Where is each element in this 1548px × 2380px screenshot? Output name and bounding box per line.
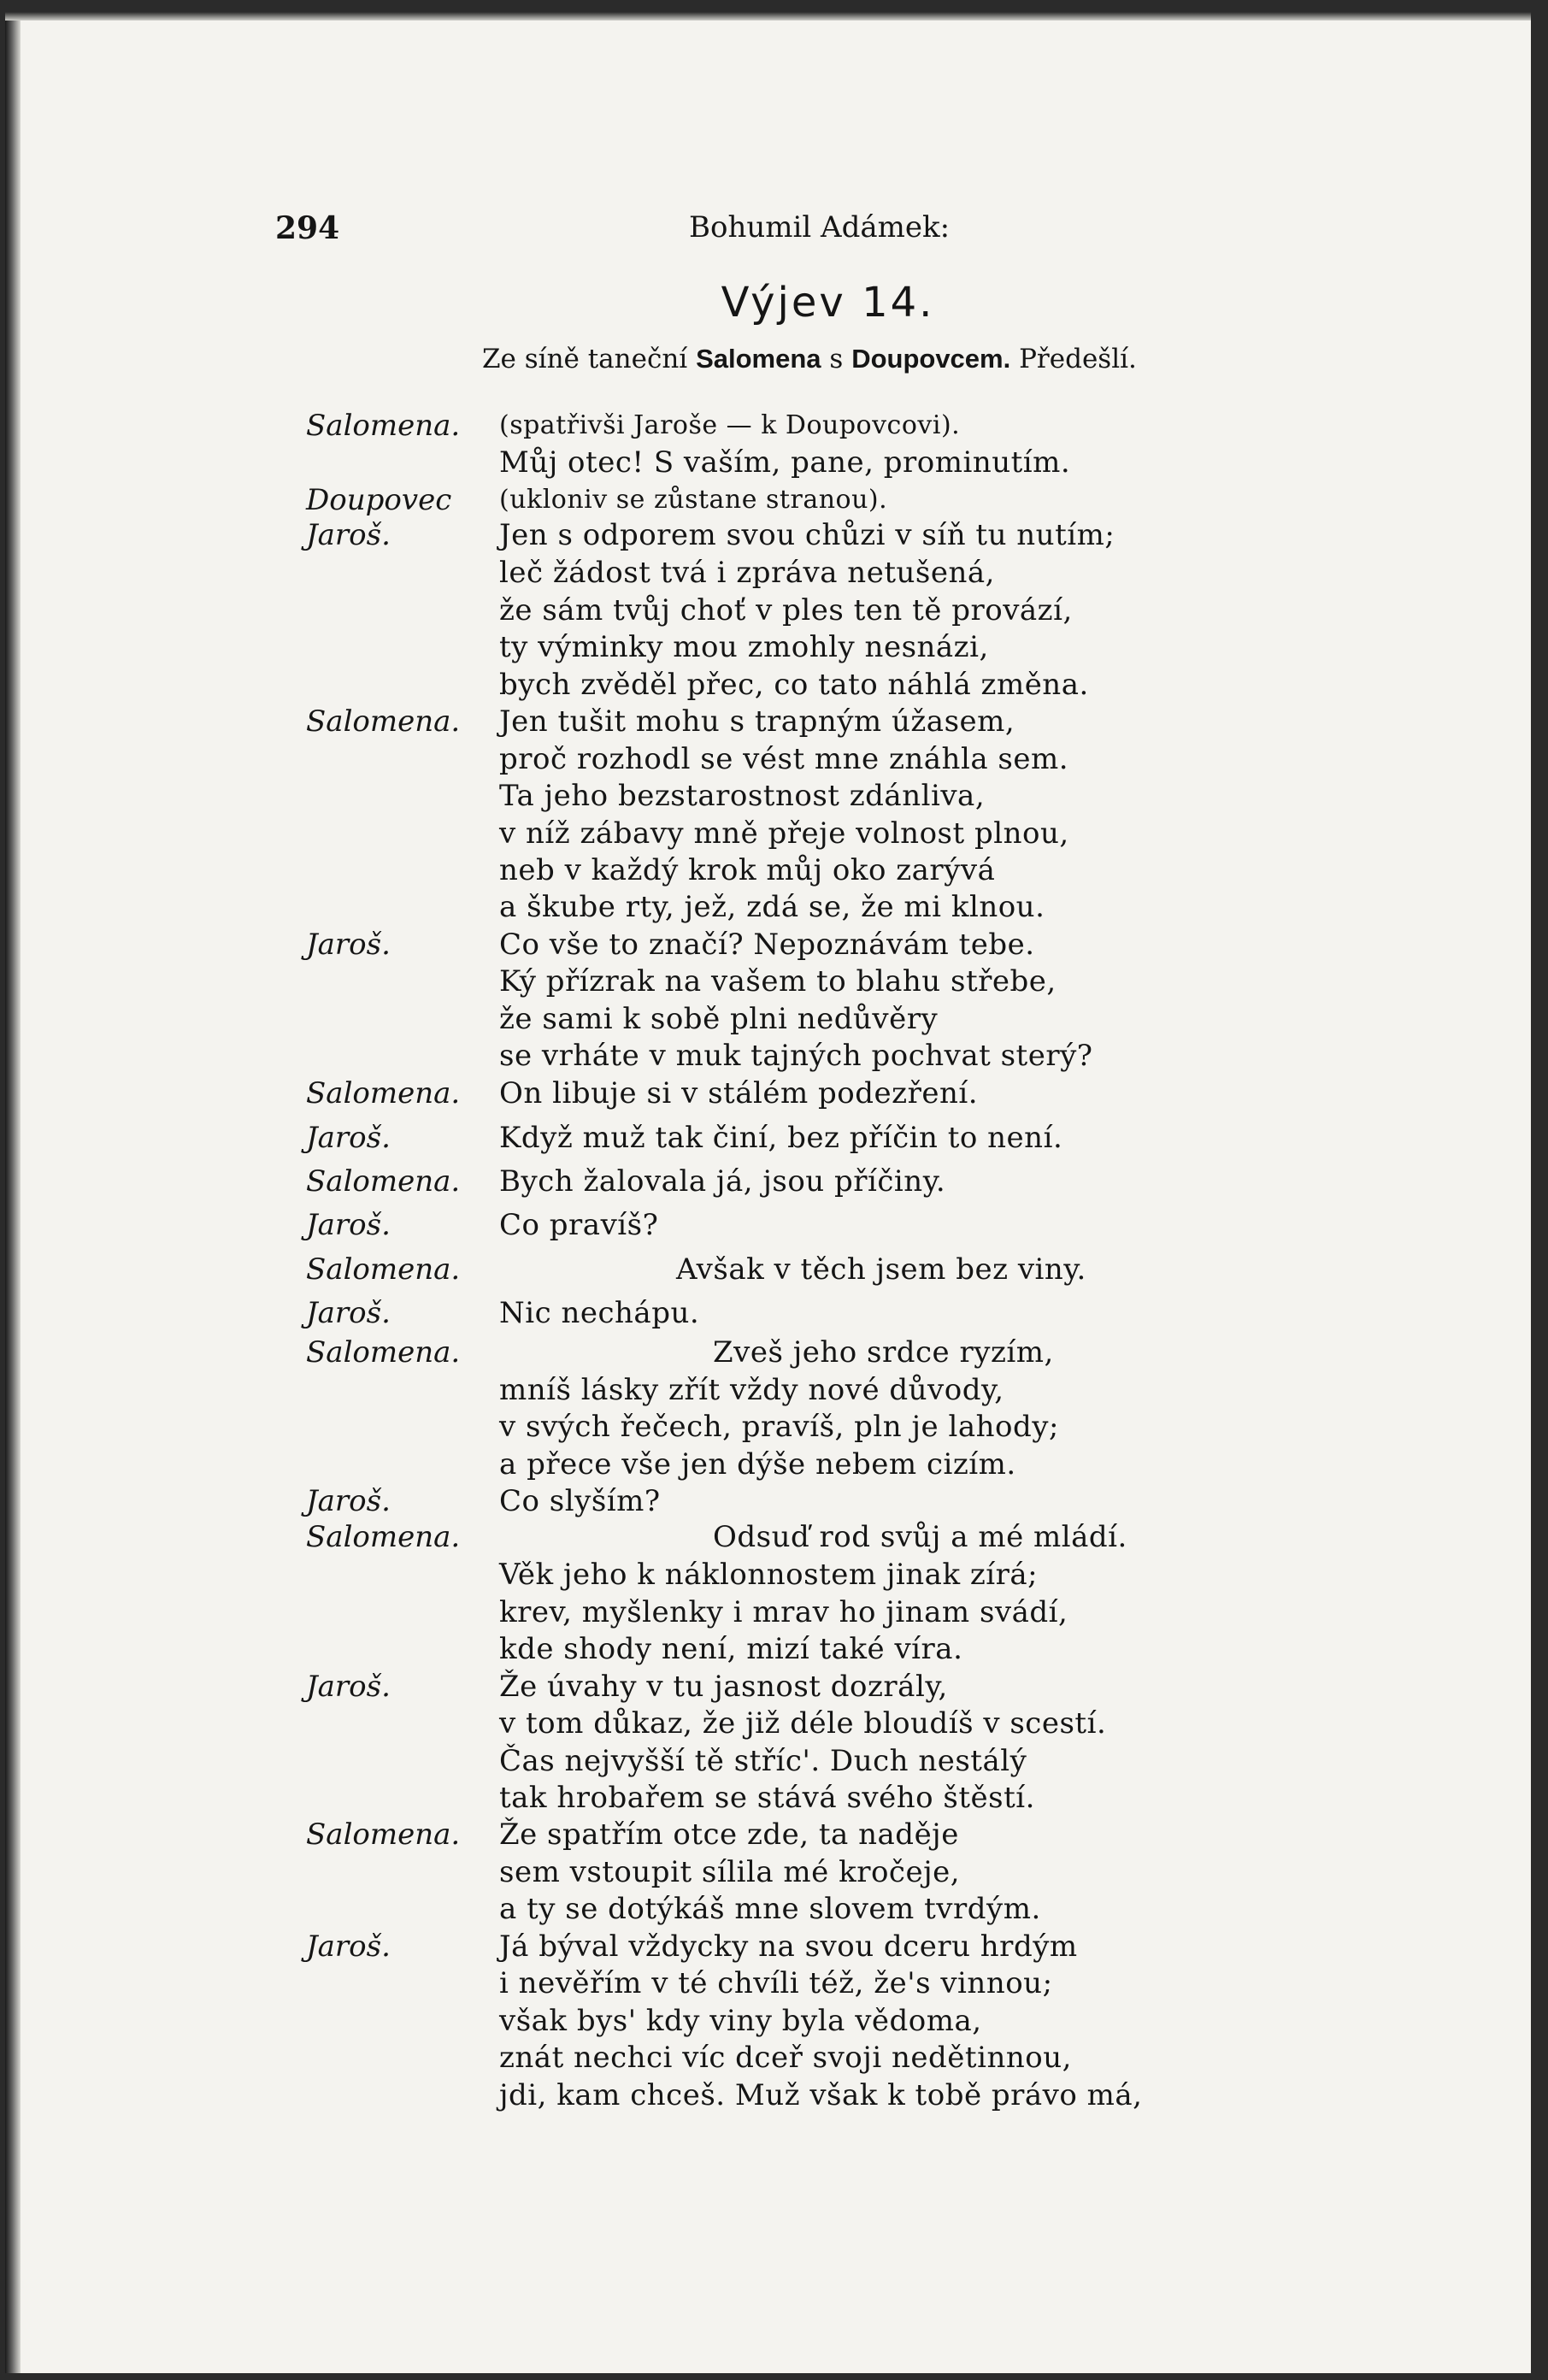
- dialogue-row: [5, 481, 1531, 519]
- speaker: Salomena.: [306, 1252, 461, 1287]
- dialogue-row: [5, 1890, 1531, 1928]
- dialogue-row: [5, 1000, 1531, 1038]
- verse-line: se vrháte v muk tajných pochvat sterý?: [499, 1039, 1093, 1073]
- direction-mid: s: [829, 344, 844, 374]
- speaker: Salomena.: [306, 1335, 461, 1370]
- verse-line: ty výminky mou zmohly nesnázi,: [499, 630, 989, 664]
- dialogue-row: [5, 851, 1531, 889]
- verse-line: Věk jeho k náklonnostem jinak zírá;: [499, 1558, 1039, 1592]
- dialogue-row: [5, 2039, 1531, 2077]
- direction-prefix: Ze síně taneční: [482, 344, 688, 374]
- verse-line: v tom důkaz, že již déle bloudíš v scestí.: [499, 1706, 1107, 1741]
- dialogue-row: [5, 740, 1531, 778]
- dialogue-row: [5, 1482, 1531, 1520]
- verse-line: tak hrobařem se stává svého štěstí.: [499, 1781, 1035, 1815]
- verse-line: Bych žalovala já, jsou příčiny.: [499, 1164, 946, 1199]
- dialogue-row: [5, 777, 1531, 815]
- verse-line: Čas nejvyšší tě stříc'. Duch nestálý: [499, 1744, 1027, 1778]
- speaker: Jaroš.: [306, 1208, 391, 1242]
- direction-name-salomena: Salomena: [696, 344, 821, 374]
- verse-line: sem vstoupit sílila mé kročeje,: [499, 1855, 961, 1889]
- dialogue-row: [5, 1779, 1531, 1817]
- dialogue-row: [5, 1251, 1531, 1288]
- verse-line: a přece vše jen dýše nebem cizím.: [499, 1447, 1016, 1482]
- direction-name-doupovec: Doupovcem.: [851, 344, 1011, 374]
- verse-line: Zveš jeho srdce ryzím,: [713, 1335, 1054, 1370]
- verse-line: Co slyším?: [499, 1484, 661, 1518]
- verse-line: i nevěřím v té chvíli též, že's vinnou;: [499, 1966, 1053, 2000]
- dialogue-row: [5, 815, 1531, 852]
- dialogue-row: [5, 1965, 1531, 2002]
- verse-line: Co pravíš?: [499, 1208, 659, 1242]
- dialogue-row: [5, 926, 1531, 963]
- verse-line: leč žádost tvá i zpráva netušená,: [499, 556, 995, 590]
- verse-line: Můj otec! S vaším, pane, prominutím.: [499, 445, 1071, 480]
- verse-line: jdi, kam chceš. Muž však k tobě právo má,: [499, 2078, 1143, 2112]
- scene-title: Výjev 14.: [721, 279, 935, 327]
- verse-line: Co vše to značí? Nepoznávám tebe.: [499, 928, 1035, 962]
- speaker: Jaroš.: [306, 1121, 391, 1155]
- dialogue-row: [5, 1742, 1531, 1780]
- dialogue-row: [5, 1163, 1531, 1200]
- dialogue-row: [5, 1294, 1531, 1332]
- dialogue-row: [5, 2077, 1531, 2114]
- dialogue-row: [5, 1630, 1531, 1668]
- verse-line: Jen s odporem svou chůzi v síň tu nutím;: [499, 518, 1115, 552]
- speaker: Salomena.: [306, 1817, 461, 1852]
- speaker: Jaroš.: [306, 1929, 391, 1964]
- verse-line: Že spatřím otce zde, ta naděje: [499, 1817, 959, 1852]
- dialogue-row: [5, 1928, 1531, 1965]
- speaker: Salomena.: [306, 1076, 461, 1110]
- speaker: Salomena.: [306, 1520, 461, 1554]
- dialogue-row: [5, 1446, 1531, 1483]
- verse-line: (ukloniv se zůstane stranou).: [499, 485, 888, 515]
- verse-line: že sám tvůj choť v ples ten tě provází,: [499, 593, 1073, 627]
- verse-line: však bys' kdy viny byla vědoma,: [499, 2004, 982, 2038]
- speaker: Salomena.: [306, 704, 461, 739]
- verse-line: Odsuď rod svůj a mé mládí.: [713, 1520, 1127, 1554]
- dialogue-row: [5, 516, 1531, 554]
- verse-line: a škube rty, jež, zdá se, že mi klnou.: [499, 890, 1045, 924]
- dialogue-row: [5, 444, 1531, 481]
- speaker: Salomena.: [306, 409, 461, 443]
- speaker: Salomena.: [306, 1164, 461, 1199]
- verse-line: a ty se dotýkáš mne slovem tvrdým.: [499, 1892, 1041, 1926]
- dialogue-row: [5, 592, 1531, 629]
- verse-line: neb v každý krok můj oko zarývá: [499, 853, 996, 887]
- speaker: Jaroš.: [306, 1296, 391, 1330]
- dialogue-row: [5, 407, 1531, 445]
- dialogue-row: [5, 2002, 1531, 2040]
- verse-line: (spatřivši Jaroše — k Doupovcovi).: [499, 410, 961, 440]
- dialogue: [5, 12, 1531, 2373]
- dialogue-row: [5, 963, 1531, 1000]
- dialogue-row: [5, 1816, 1531, 1853]
- dialogue-row: [5, 1668, 1531, 1705]
- dialogue-row: [5, 1037, 1531, 1075]
- verse-line: Nic nechápu.: [499, 1296, 700, 1330]
- dialogue-row: [5, 1206, 1531, 1244]
- verse-line: Já býval vždycky na svou dceru hrdým: [499, 1929, 1078, 1964]
- running-title: Bohumil Adámek:: [689, 210, 951, 244]
- direction-suffix: Předešlí.: [1019, 344, 1137, 374]
- verse-line: kde shody není, mizí také víra.: [499, 1632, 963, 1666]
- dialogue-row: [5, 1119, 1531, 1157]
- verse-line: krev, myšlenky i mrav ho jinam svádí,: [499, 1595, 1068, 1629]
- dialogue-row: [5, 1408, 1531, 1446]
- dialogue-row: [5, 1705, 1531, 1742]
- dialogue-row: [5, 554, 1531, 592]
- verse-line: Ký přízrak na vašem to blahu střebe,: [499, 964, 1057, 999]
- speaker: Jaroš.: [306, 1484, 391, 1518]
- verse-line: Že úvahy v tu jasnost dozrály,: [499, 1670, 948, 1704]
- dialogue-row: [5, 1518, 1531, 1556]
- speaker: Jaroš.: [306, 1670, 391, 1704]
- verse-line: Avšak v těch jsem bez viny.: [676, 1252, 1086, 1287]
- dialogue-row: [5, 1556, 1531, 1594]
- dialogue-row: [5, 888, 1531, 926]
- verse-line: že sami k sobě plni nedůvěry: [499, 1002, 939, 1036]
- dialogue-row: [5, 628, 1531, 666]
- dialogue-row: [5, 1075, 1531, 1112]
- speaker: Jaroš.: [306, 928, 391, 962]
- verse-line: Jen tušit mohu s trapným úžasem,: [499, 704, 1015, 739]
- dialogue-row: [5, 1853, 1531, 1891]
- dialogue-row: [5, 1371, 1531, 1409]
- dialogue-row: [5, 1594, 1531, 1631]
- verse-line: v níž zábavy mně přeje volnost plnou,: [499, 816, 1069, 851]
- verse-line: proč rozhodl se vést mne znáhla sem.: [499, 742, 1069, 776]
- dialogue-row: [5, 666, 1531, 704]
- dialogue-row: [5, 703, 1531, 740]
- speaker: Doupovec: [306, 483, 452, 517]
- verse-line: On libuje si v stálém podezření.: [499, 1076, 979, 1110]
- speaker: Jaroš.: [306, 518, 391, 552]
- dialogue-row: [5, 1334, 1531, 1371]
- verse-line: bych zvěděl přec, co tato náhlá změna.: [499, 668, 1089, 702]
- verse-line: Ta jeho bezstarostnost zdánliva,: [499, 779, 986, 813]
- verse-line: znát nechci víc dceř svoji nedětinnou,: [499, 2041, 1072, 2075]
- book-page: [5, 12, 1531, 2373]
- verse-line: Když muž tak činí, bez příčin to není.: [499, 1121, 1063, 1155]
- verse-line: v svých řečech, pravíš, pln je lahody;: [499, 1410, 1059, 1444]
- page-number: 294: [275, 210, 340, 246]
- verse-line: mníš lásky zřít vždy nové důvody,: [499, 1373, 1004, 1407]
